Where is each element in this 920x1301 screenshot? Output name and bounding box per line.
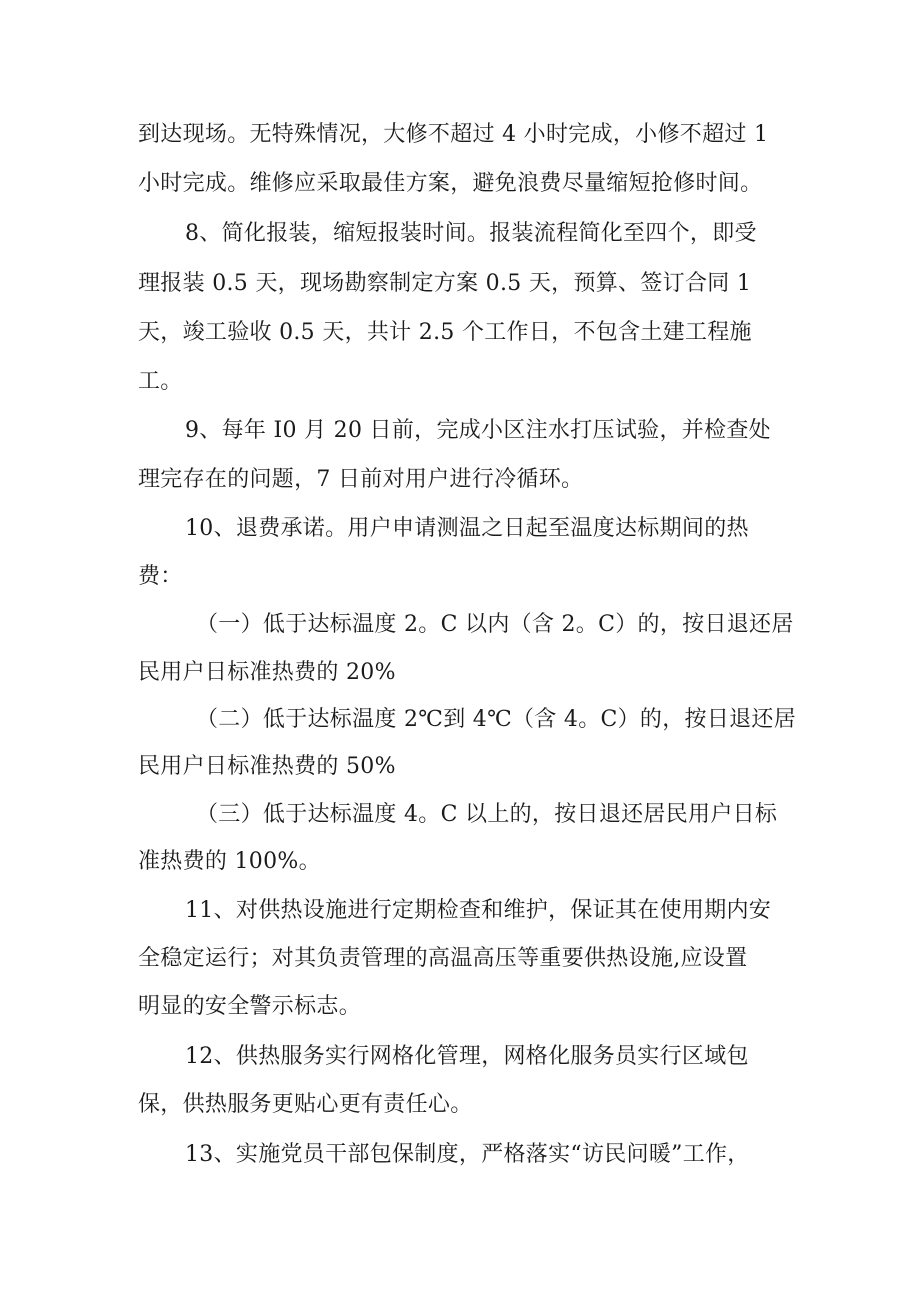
- text-line: （三）低于达标温度 4。C 以上的，按日退还居民用户日标: [196, 802, 778, 827]
- text-line: 费：: [138, 564, 183, 589]
- text-line: 全稳定运行；对其负责管理的高温高压等重要供热设施,应设置: [138, 946, 748, 971]
- text-line: 11、对供热设施进行定期检查和维护，保证其在使用期内安: [185, 898, 772, 923]
- text-line: 12、供热服务实行网格化管理，网格化服务员实行区域包: [185, 1044, 749, 1069]
- text-line: 13、实施党员干部包保制度，严格落实“访民问暖”工作，: [185, 1142, 750, 1167]
- text-line: （二）低于达标温度 2℃到 4℃（含 4。C）的，按日退还居: [196, 707, 797, 732]
- text-line: 9、每年 I0 月 20 日前，完成小区注水打压试验，并检查处: [185, 418, 771, 443]
- text-line: 理完存在的问题，7 日前对用户进行冷循环。: [138, 467, 584, 492]
- text-line: 民用户日标准热费的 50%: [138, 754, 396, 779]
- text-line: 小时完成。维修应采取最佳方案，避免浪费尽量缩短抢修时间。: [138, 171, 763, 196]
- text-line: 天，竣工验收 0.5 天，共计 2.5 个工作日，不包含土建工程施: [138, 320, 752, 345]
- text-line: 8、简化报装，缩短报装时间。报装流程简化至四个，即受: [185, 221, 757, 246]
- text-line: 准热费的 100%。: [138, 849, 321, 874]
- text-line: 10、退费承诺。用户申请测温之日起至温度达标期间的热: [185, 516, 749, 541]
- text-line: 理报装 0.5 天，现场勘察制定方案 0.5 天，预算、签订合同 1: [138, 271, 752, 296]
- text-line: 保，供热服务更贴心更有责任心。: [138, 1092, 473, 1117]
- text-line: 工。: [138, 369, 183, 394]
- text-line: 到达现场。无特殊情况，大修不超过 4 小时完成，小修不超过 1: [138, 122, 769, 147]
- text-line: 民用户日标准热费的 20%: [138, 660, 396, 685]
- text-line: （一）低于达标温度 2。C 以内（含 2。C）的，按日退还居: [196, 612, 794, 637]
- text-line: 明显的安全警示标志。: [138, 994, 362, 1019]
